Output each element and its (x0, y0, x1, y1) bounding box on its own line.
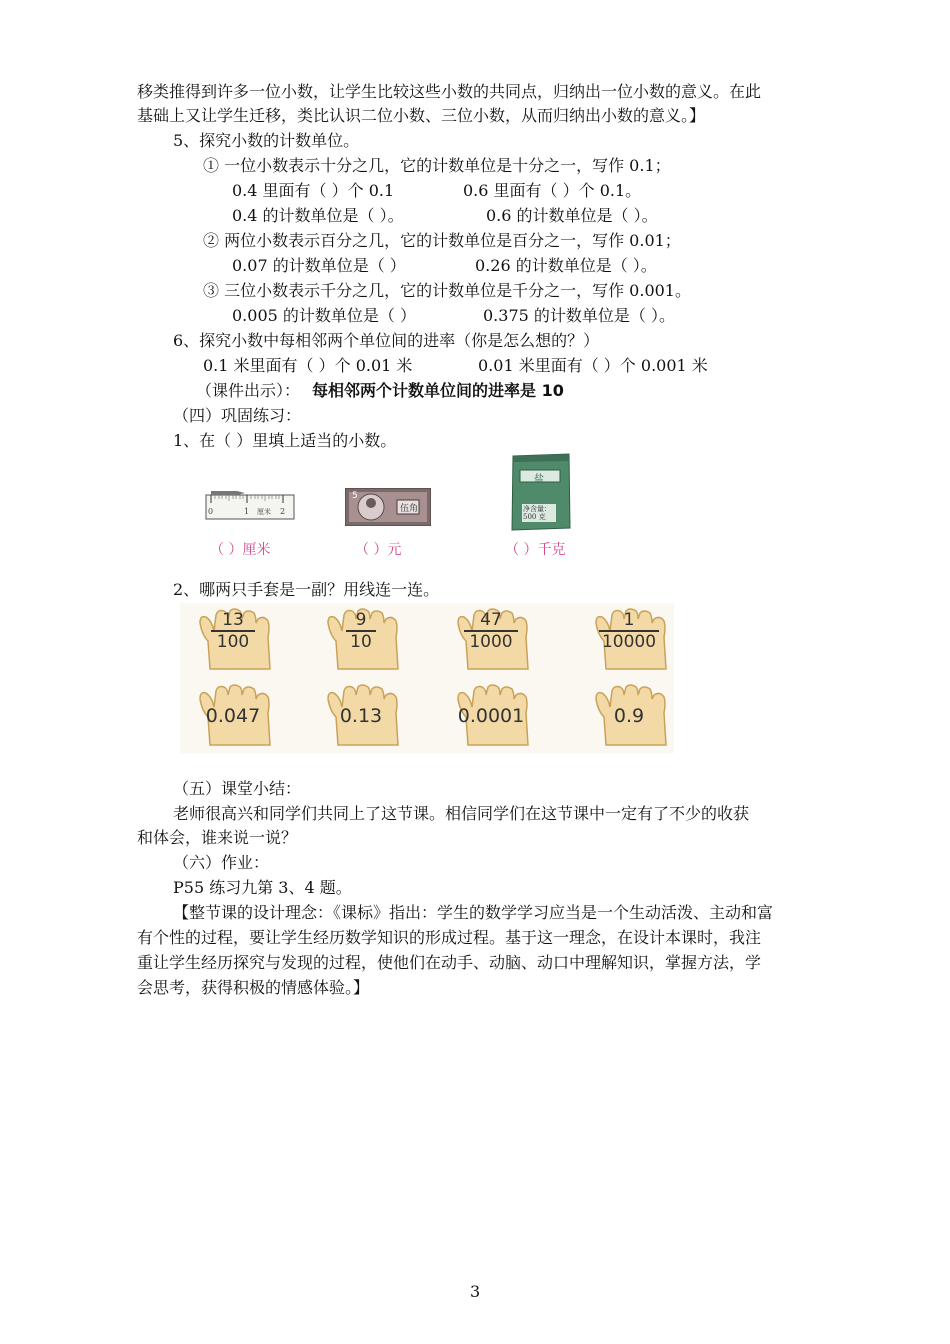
glove-decimal-2[interactable] (316, 683, 406, 749)
banknote-caption: （ ）元 (355, 542, 402, 558)
courseware-label: （课件出示）： (196, 381, 301, 400)
exercise-item: 0.4 的计数单位是（ ）。 (232, 206, 404, 225)
salt-bag-caption: （ ）千克 (505, 542, 566, 558)
section-heading: （六）作业： (173, 853, 270, 872)
paragraph-line: ③ 三位小数表示千分之几，它的计数单位是千分之一，写作 0.001。 (203, 281, 691, 300)
glove-decimal-1[interactable] (188, 683, 278, 749)
paragraph-line: 老师很高兴和同学们共同上了这节课。相信同学们在这节课中一定有了不少的收获 (173, 804, 750, 823)
glove-fraction-2[interactable] (316, 607, 406, 673)
paragraph-line: 移类推得到许多一位小数，让学生比较这些小数的共同点，归纳出一位小数的意义。在此 (137, 82, 762, 101)
ruler-tick-0: 0 (208, 507, 214, 516)
fraction-numerator: 47 (480, 610, 502, 630)
section-heading: （四）巩固练习： (173, 406, 302, 425)
fraction-numerator: 1 (623, 610, 635, 630)
salt-bag-figure (510, 452, 572, 532)
glove-fraction-3[interactable] (446, 607, 536, 673)
exercise-item: 0.6 里面有（ ）个 0.1。 (463, 181, 642, 200)
fraction-denominator: 10000 (601, 632, 657, 652)
exercise-item: 0.4 里面有（ ）个 0.1 (232, 181, 395, 200)
salt-bag-label: 盐 (534, 474, 544, 485)
page-number: 3 (470, 1282, 481, 1301)
banknote-text: 伍角 (400, 504, 419, 514)
glove-fraction-4[interactable] (584, 607, 674, 673)
ruler-caption: （ ）厘米 (210, 542, 271, 558)
section-heading: 5、探究小数的计数单位。 (173, 131, 360, 150)
fraction-numerator: 9 (355, 610, 367, 630)
exercise-item: 0.375 的计数单位是（ ）。 (483, 306, 675, 325)
exercise-heading: 1、在（ ）里填上适当的小数。 (173, 431, 397, 450)
exercise-item: 0.01 米里面有（ ）个 0.001 米 (478, 356, 708, 375)
paragraph-line: 和体会，谁来说一说？ (137, 828, 298, 847)
glove-fraction-1[interactable] (188, 607, 278, 673)
section-heading: （五）课堂小结： (173, 779, 302, 798)
banknote-value: 5 (352, 491, 358, 501)
decimal-value: 0.047 (205, 705, 261, 727)
banknote-figure (345, 488, 431, 526)
glove-decimal-4[interactable] (584, 683, 674, 749)
paragraph-line: 会思考，获得积极的情感体验。】 (137, 978, 370, 997)
decimal-value: 0.9 (613, 705, 645, 727)
fraction-denominator: 10 (350, 632, 372, 652)
paragraph-line: ① 一位小数表示十分之几，它的计数单位是十分之一，写作 0.1； (203, 156, 671, 175)
exercise-item: 0.07 的计数单位是（ ） (232, 256, 406, 275)
homework-line: P55 练习九第 3、4 题。 (173, 878, 352, 897)
ruler-tick-1: 1 (244, 507, 250, 516)
paragraph-line: 基础上又让学生迁移，类比认识二位小数、三位小数，从而归纳出小数的意义。】 (137, 106, 706, 125)
exercise-item: 0.26 的计数单位是（ ）。 (475, 256, 657, 275)
exercise-item: 0.005 的计数单位是（ ） (232, 306, 416, 325)
ruler-tick-2: 2 (280, 507, 286, 516)
paragraph-line: ② 两位小数表示百分之几，它的计数单位是百分之一，写作 0.01； (203, 231, 681, 250)
gloves-figure (180, 603, 674, 753)
ruler-unit: 厘米 (257, 508, 271, 516)
glove-decimal-3[interactable] (446, 683, 536, 749)
section-heading: 6、探究小数中每相邻两个单位间的进率（你是怎么想的？） (173, 331, 600, 350)
fraction-numerator: 13 (222, 610, 244, 630)
exercise-item: 0.6 的计数单位是（ ）。 (486, 206, 658, 225)
courseware-conclusion: 每相邻两个计数单位间的进率是 10 (312, 381, 564, 400)
paragraph-line: 有个性的过程，要让学生经历数学知识的形成过程。基于这一理念，在设计本课时，我注 (137, 928, 762, 947)
decimal-value: 0.0001 (457, 705, 525, 727)
exercise-heading: 2、哪两只手套是一副？用线连一连。 (173, 580, 440, 599)
fraction-denominator: 1000 (469, 632, 513, 652)
fraction-denominator: 100 (216, 632, 250, 652)
salt-bag-weight: 净含量： 500 克 (523, 505, 551, 521)
exercise-item: 0.1 米里面有（ ）个 0.01 米 (203, 356, 413, 375)
ruler-figure (205, 485, 295, 521)
paragraph-line: 【整节课的设计理念：《课标》指出：学生的数学学习应当是一个生动活泼、主动和富 (173, 903, 774, 922)
paragraph-line: 重让学生经历探究与发现的过程，使他们在动手、动脑、动口中理解知识，掌握方法，学 (137, 953, 762, 972)
decimal-value: 0.13 (339, 705, 383, 727)
